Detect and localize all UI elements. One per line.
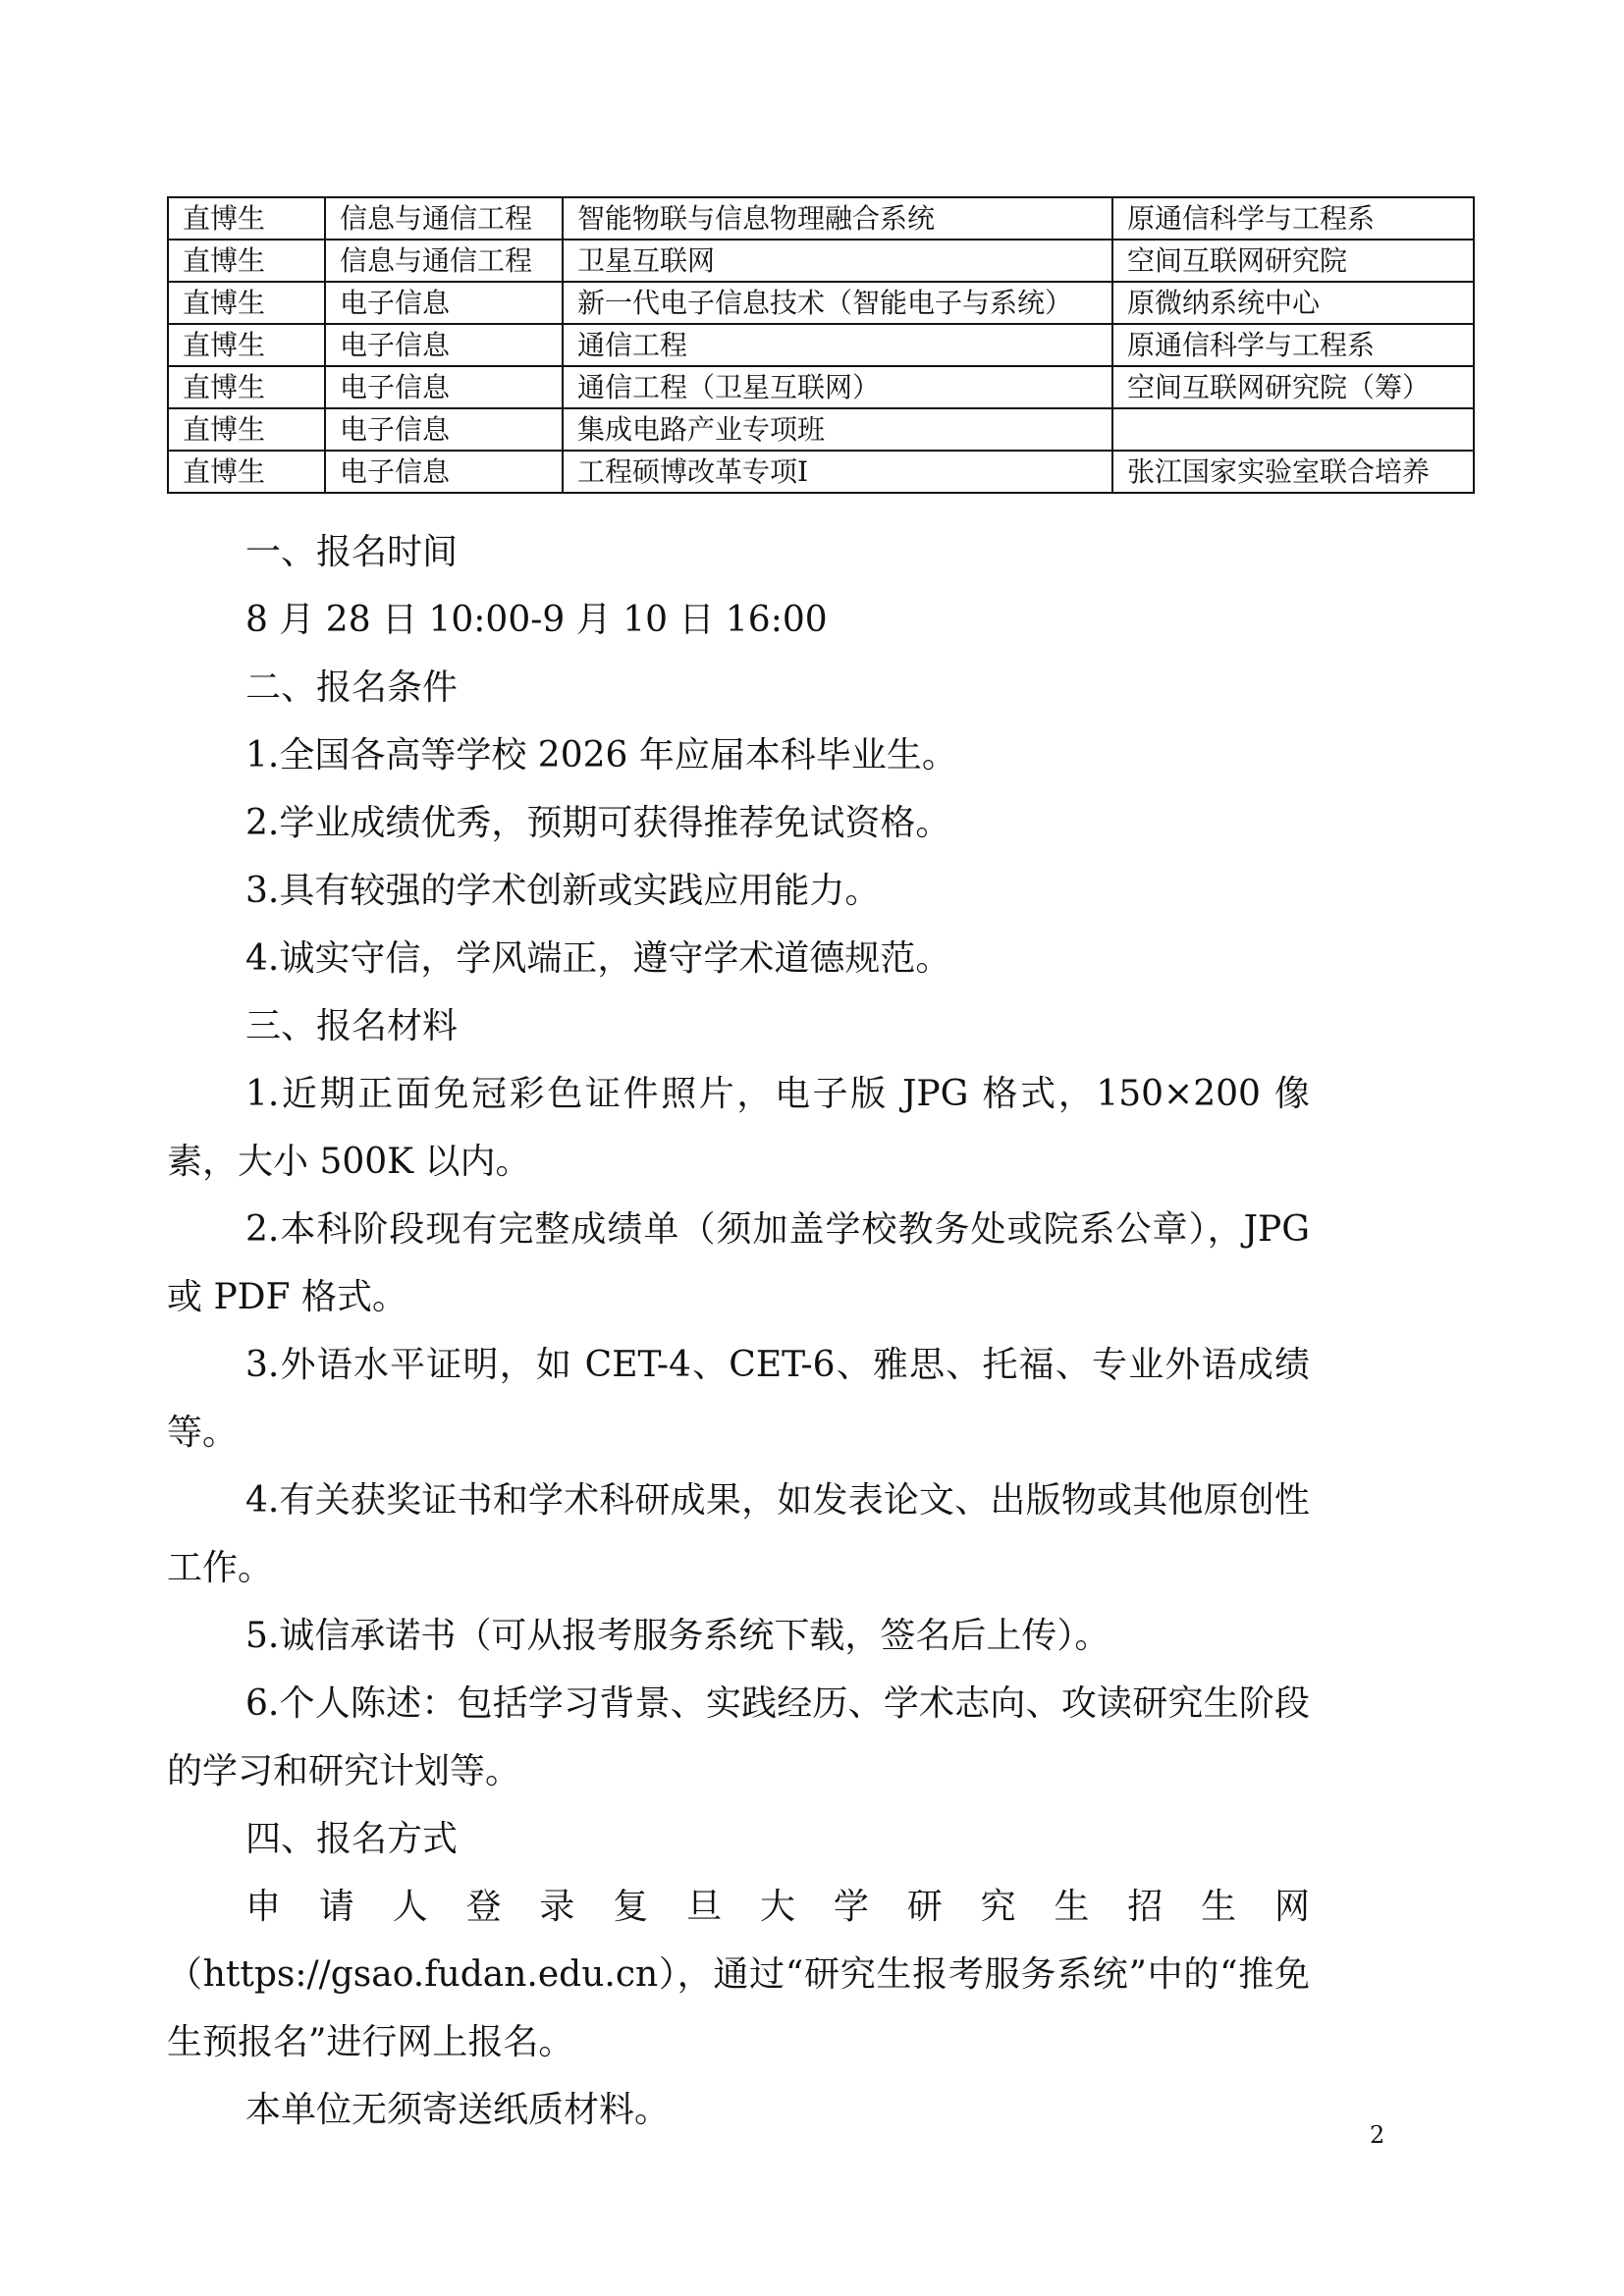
table-row [168,451,1474,493]
table-cell-type: 直博生 [168,366,325,408]
section-heading-materials: 三、报名材料 [245,1006,459,1046]
table-cell-unit: 原微纳系统中心 [1112,282,1474,324]
table-row [168,408,1474,451]
table-cell-type: 直博生 [168,282,325,324]
table-cell-unit: 空间互联网研究院 [1112,240,1474,282]
section-heading-method: 四、报名方式 [245,1819,459,1859]
table-cell-unit [1112,408,1474,451]
table-cell-discipline: 电子信息 [325,451,563,493]
program-table [167,196,1475,494]
material-item: 2.本科阶段现有完整成绩单（须加盖学校教务处或院系公章），JPG 或 PDF 格式。 [167,1209,1310,1317]
condition-item: 2.学业成绩优秀，预期可获得推荐免试资格。 [245,803,951,843]
table-cell-type: 直博生 [168,324,325,366]
table-cell-discipline: 信息与通信工程 [325,197,563,240]
method-paragraph: 本单位无须寄送纸质材料。 [245,2090,671,2130]
table-cell-discipline: 电子信息 [325,324,563,366]
condition-item: 4.诚实守信，学风端正，遵守学术道德规范。 [245,938,951,979]
table-row [168,197,1474,240]
condition-item: 3.具有较强的学术创新或实践应用能力。 [245,871,881,911]
table-cell-discipline: 电子信息 [325,408,563,451]
registration-time: 8 月 28 日 10:00-9 月 10 日 16:00 [245,600,828,640]
table-cell-type: 直博生 [168,408,325,451]
material-item: 5.诚信承诺书（可从报考服务系统下载，签名后上传）。 [245,1616,1110,1656]
material-item: 3.外语水平证明，如 CET-4、CET-6、雅思、托福、专业外语成绩等。 [167,1345,1310,1453]
table-row [168,282,1474,324]
table-cell-direction: 工程硕博改革专项Ⅰ [563,451,1112,493]
table-cell-discipline: 电子信息 [325,282,563,324]
condition-item: 1.全国各高等学校 2026 年应届本科毕业生。 [245,735,957,775]
table-cell-direction: 卫星互联网 [563,240,1112,282]
table-row [168,366,1474,408]
table-cell-type: 直博生 [168,451,325,493]
table-cell-direction: 通信工程（卫星互联网） [563,366,1112,408]
section-heading-conditions: 二、报名条件 [245,667,459,708]
table-cell-unit: 张江国家实验室联合培养 [1112,451,1474,493]
material-item: 1.近期正面免冠彩色证件照片，电子版 JPG 格式，150×200 像素，大小 500K 以内。 [167,1074,1310,1182]
table-cell-discipline: 电子信息 [325,366,563,408]
notice-body [167,518,1388,2144]
table-row [168,324,1474,366]
table-cell-direction: 集成电路产业专项班 [563,408,1112,451]
table-cell-unit: 原通信科学与工程系 [1112,197,1474,240]
page-number: 2 [1370,2121,1385,2149]
table-cell-direction: 通信工程 [563,324,1112,366]
table-cell-unit: 原通信科学与工程系 [1112,324,1474,366]
method-paragraph: 申请人登录复旦大学研究生招生网（https://gsao.fudan.edu.cn），通过“研究生报考服务系统”中的“推免生预报名”进行网上报名。 [167,1887,1310,2062]
table-cell-direction: 智能物联与信息物理融合系统 [563,197,1112,240]
table-cell-direction: 新一代电子信息技术（智能电子与系统） [563,282,1112,324]
table-cell-discipline: 信息与通信工程 [325,240,563,282]
table-cell-type: 直博生 [168,240,325,282]
table-row [168,240,1474,282]
table-cell-unit: 空间互联网研究院（筹） [1112,366,1474,408]
material-item: 6.个人陈述：包括学习背景、实践经历、学术志向、攻读研究生阶段的学习和研究计划等。 [167,1683,1310,1791]
table-cell-type: 直博生 [168,197,325,240]
section-heading-time: 一、报名时间 [245,532,459,572]
material-item: 4.有关获奖证书和学术科研成果，如发表论文、出版物或其他原创性工作。 [167,1480,1310,1588]
